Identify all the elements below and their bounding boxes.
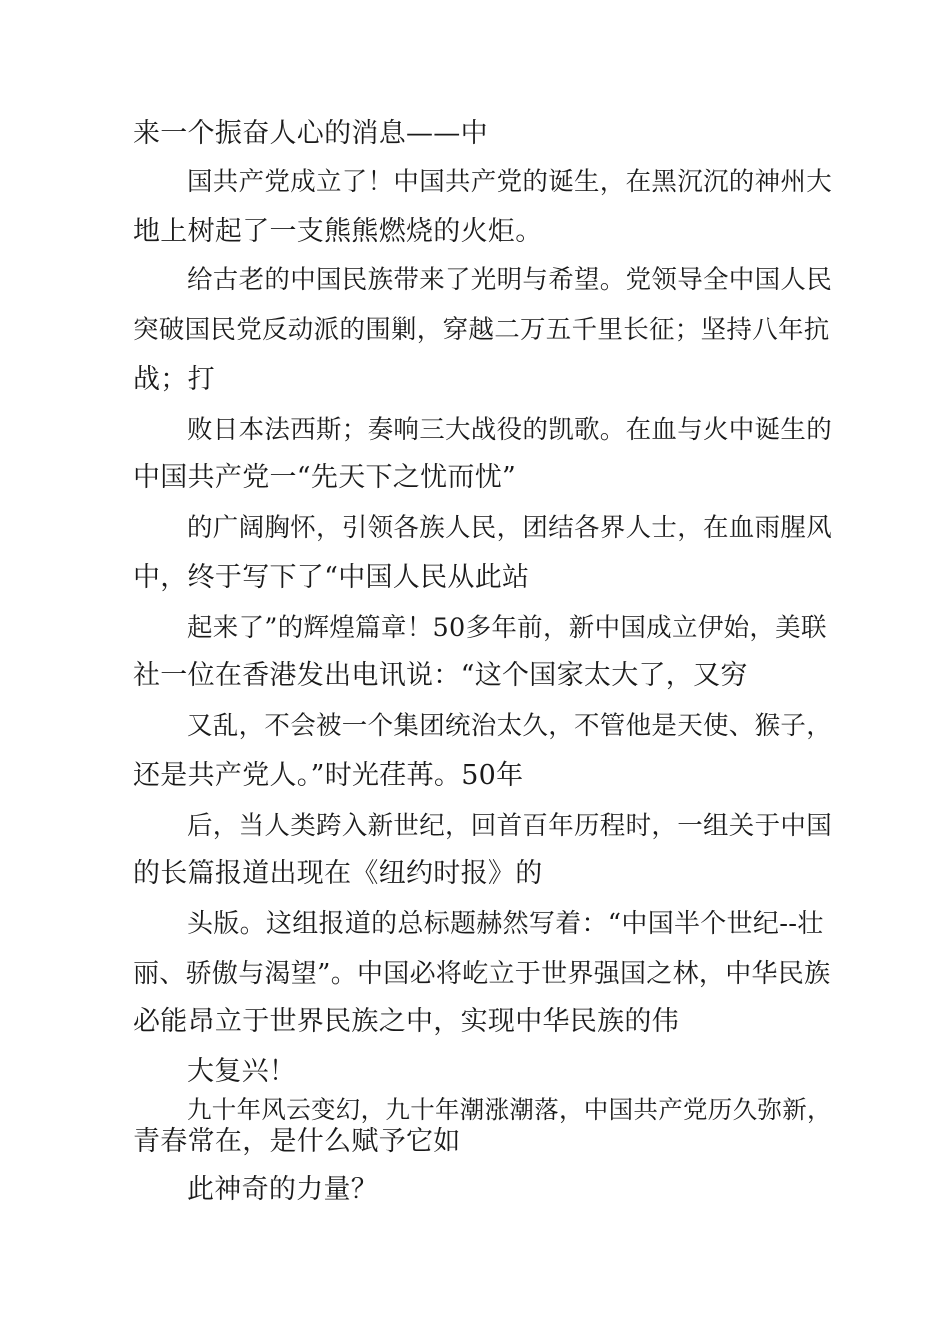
text-line: 此神奇的力量？ xyxy=(187,1174,379,1205)
text-line: 青春常在，是什么赋予它如 xyxy=(133,1126,461,1157)
text-line: 丽、骄傲与渴望”。中国必将屹立于世界强国之林，中华民族 xyxy=(133,959,831,989)
text-line: 九十年风云变幻，九十年潮涨潮落，中国共产党历久弥新， xyxy=(187,1095,832,1124)
text-line: 大复兴！ xyxy=(187,1056,297,1087)
text-line: 突破国民党反动派的围剿，穿越二万五千里长征；坚持八年抗 xyxy=(133,315,830,345)
text-line: 又乱，不会被一个集团统治太久，不管他是天使、猴子， xyxy=(187,711,833,741)
text-line: 的长篇报道出现在《纽约时报》的 xyxy=(133,858,543,889)
text-line: 头版。这组报道的总标题赫然写着：“中国半个世纪--壮 xyxy=(187,909,824,939)
text-line: 国共产党成立了！中国共产党的诞生，在黑沉沉的神州大 xyxy=(187,167,833,197)
text-line: 还是共产党人。”时光荏苒。50年 xyxy=(133,760,524,791)
text-line: 社一位在香港发出电讯说：“这个国家太大了，又穷 xyxy=(133,660,748,691)
text-line: 的广阔胸怀，引领各族人民，团结各界人士，在血雨腥风 xyxy=(187,513,833,543)
text-line: 地上树起了一支熊熊燃烧的火炬。 xyxy=(133,216,543,247)
text-line: 后，当人类跨入新世纪，回首百年历程时，一组关于中国 xyxy=(187,811,833,841)
text-line: 中国共产党一“先天下之忧而忧” xyxy=(133,462,517,493)
text-line: 起来了”的辉煌篇章！50多年前，新中国成立伊始，美联 xyxy=(187,613,827,643)
text-line: 必能昂立于世界民族之中，实现中华民族的伟 xyxy=(133,1006,679,1037)
text-line: 中，终于写下了“中国人民从此站 xyxy=(133,562,530,593)
text-line: 来一个振奋人心的消息——中 xyxy=(133,118,488,149)
text-line: 战；打 xyxy=(133,364,215,395)
text-line: 给古老的中国民族带来了光明与希望。党领导全中国人民 xyxy=(187,265,833,295)
text-line: 败日本法西斯；奏响三大战役的凯歌。在血与火中诞生的 xyxy=(187,415,833,445)
